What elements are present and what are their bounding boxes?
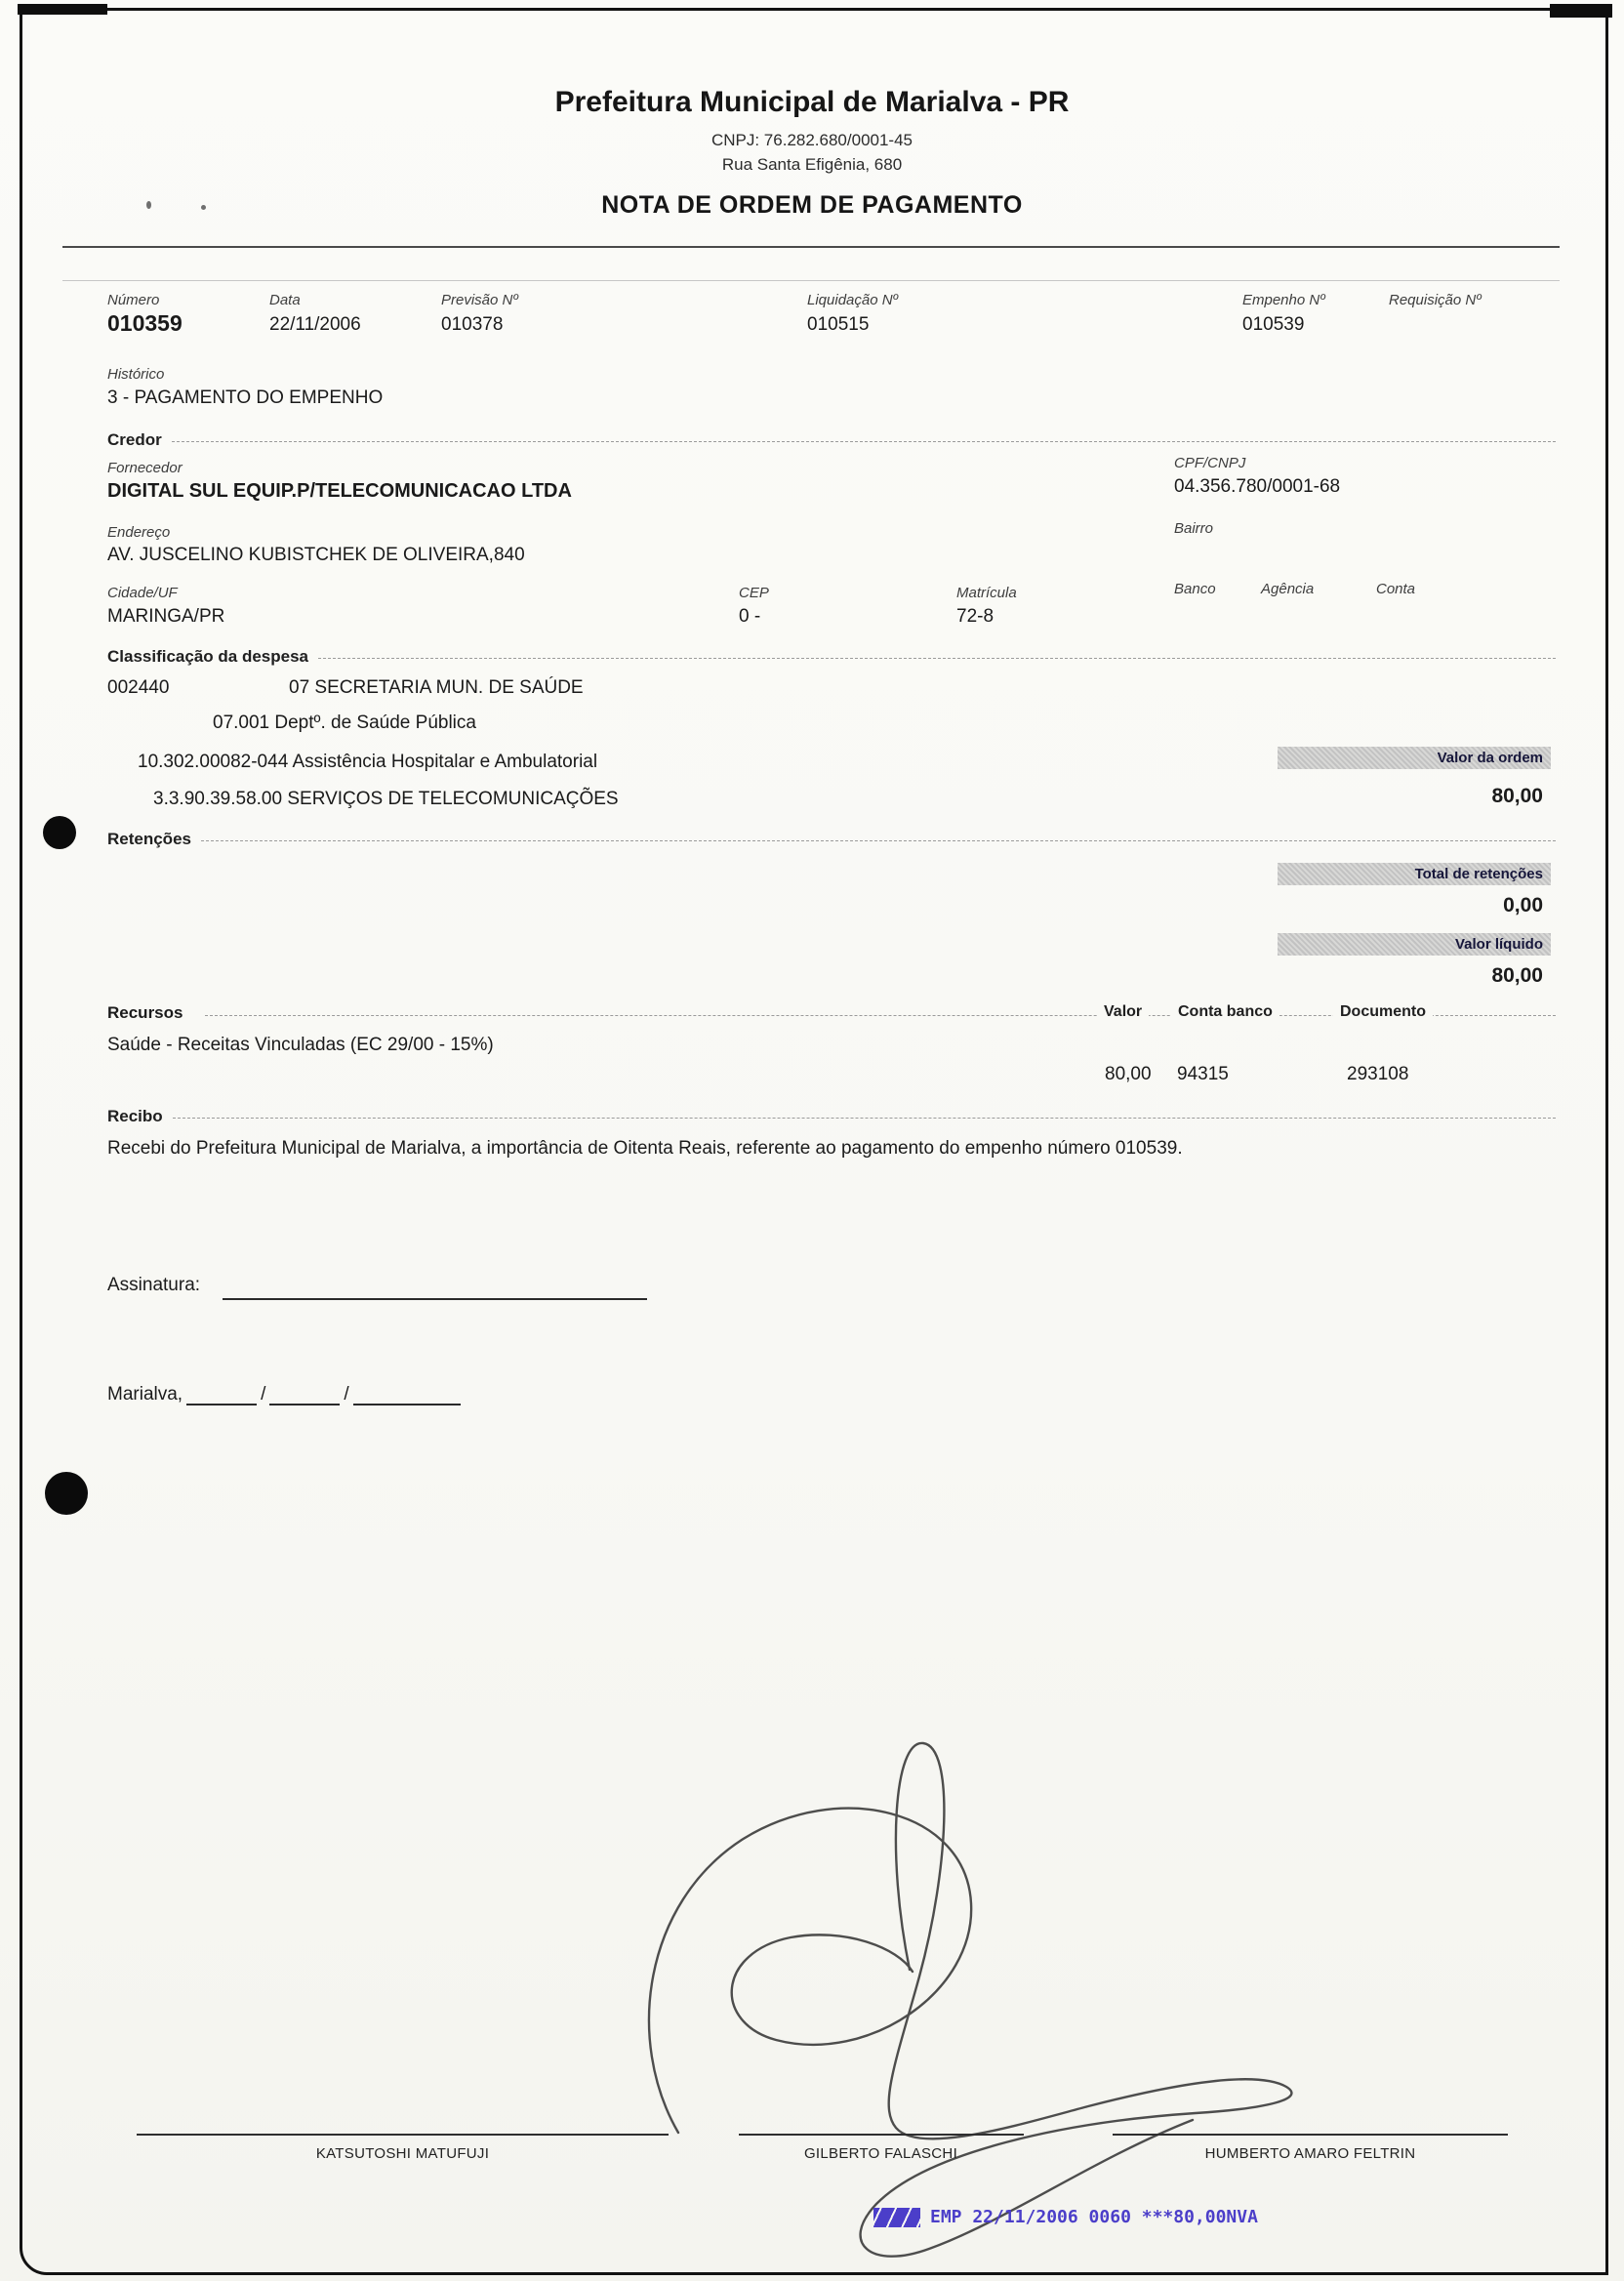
classificacao-unidade: 07.001 Deptº. de Saúde Pública [213,713,476,733]
classificacao-elemento: 3.3.90.39.58.00 SERVIÇOS DE TELECOMUNICAÇÕES [153,789,619,809]
blank-mes [269,1384,340,1405]
header-rule [62,246,1560,248]
historico-label: Histórico [107,366,165,383]
recursos-col-conta-banco: Conta banco [1171,1003,1279,1021]
signature-line [1113,2134,1508,2136]
conta-label: Conta [1376,581,1416,597]
data-local-line [107,1384,461,1405]
requisicao-label: Requisição Nº [1389,292,1482,308]
slash: / [344,1384,349,1405]
recursos-conta-banco: 94315 [1177,1064,1229,1084]
document-title: NOTA DE ORDEM DE PAGAMENTO [601,191,1023,219]
org-title: Prefeitura Municipal de Marialva - PR [554,86,1070,118]
matricula-value: 72-8 [956,606,995,627]
data-value: 22/11/2006 [269,314,361,335]
scan-artifact-top-right [1550,4,1612,18]
recursos-col-valor: Valor [1097,1003,1149,1021]
liquidacao-value: 010515 [807,314,870,335]
section-classificacao-title: Classificação da despesa [107,647,309,666]
slash: / [261,1384,266,1405]
classificacao-codigo: 002440 [107,677,170,698]
fornecedor-value: DIGITAL SUL EQUIP.P/TELECOMUNICACAO LTDA [107,480,572,502]
recursos-fonte: Saúde - Receitas Vinculadas (EC 29/00 - 15%) [107,1035,494,1055]
matricula-label: Matrícula [956,585,1017,601]
recibo-texto: Recebi do Prefeitura Municipal de Marialva, a importância de Oitenta Reais, referente ao pagamento do empenho número 010539. [107,1138,1183,1159]
section-retencoes [107,830,1556,849]
section-rule [318,658,1556,659]
valor-liquido-chip: Valor líquido [1278,933,1551,956]
classificacao-orgao: 07 SECRETARIA MUN. DE SAÚDE [289,677,584,698]
section-retencoes-title: Retenções [107,830,191,848]
historico-value: 3 - PAGAMENTO DO EMPENHO [107,387,384,408]
signature-line [137,2134,669,2136]
total-retencoes-value: 0,00 [1503,894,1543,916]
signer-name: KATSUTOSHI MATUFUJI [315,2145,490,2162]
fornecedor-label: Fornecedor [107,460,183,476]
numero-value: 010359 [107,310,183,336]
cep-value: 0 - [739,606,761,627]
data-label: Data [269,292,301,308]
header-rule-light [62,280,1560,281]
empenho-label: Empenho Nº [1242,292,1325,308]
blank-ano [353,1384,461,1405]
section-classificacao [107,647,1556,667]
empenho-value: 010539 [1242,314,1305,335]
scan-artifact-top-left [18,4,107,15]
valor-da-ordem-value: 80,00 [1491,785,1543,807]
cidade-value: MARINGA/PR [107,606,225,627]
previsao-label: Previsão Nº [441,292,518,308]
cep-label: CEP [739,585,769,601]
previsao-value: 010378 [441,314,504,335]
cidade-data-label: Marialva, [107,1384,183,1405]
section-recursos-title: Recursos [107,1003,183,1022]
signer-name: GILBERTO FALASCHI [803,2145,958,2162]
signer-name: HUMBERTO AMARO FELTRIN [1204,2145,1416,2162]
assinatura-blank-line [223,1277,647,1300]
section-rule [173,1118,1556,1119]
numero-label: Número [107,292,160,308]
section-credor-title: Credor [107,430,162,449]
agencia-label: Agência [1261,581,1315,597]
section-rule [201,840,1556,841]
liquidacao-label: Liquidação Nº [807,292,899,308]
cpfcnpj-value: 04.356.780/0001-68 [1174,476,1341,497]
endereco-label: Endereço [107,524,171,541]
valor-liquido-value: 80,00 [1491,964,1543,987]
recursos-col-documento: Documento [1333,1003,1433,1021]
total-retencoes-chip: Total de retenções [1278,863,1551,885]
recursos-valor: 80,00 [1105,1064,1152,1084]
stamp-text: EMP 22/11/2006 0060 ***80,00NVA [930,2207,1258,2227]
endereco-value: AV. JUSCELINO KUBISTCHEK DE OLIVEIRA,840 [107,545,525,565]
classificacao-funcional: 10.302.00082-044 Assistência Hospitalar e Ambulatorial [138,752,598,772]
punch-hole [43,816,76,849]
bairro-label: Bairro [1174,520,1214,537]
cpfcnpj-label: CPF/CNPJ [1174,455,1246,471]
section-credor [107,430,1556,450]
banco-label: Banco [1174,581,1216,597]
org-cnpj: CNPJ: 76.282.680/0001-45 [710,131,914,149]
signature-line [739,2134,1024,2136]
recursos-documento: 293108 [1347,1064,1409,1084]
section-recibo-title: Recibo [107,1107,163,1125]
section-recibo [107,1107,1556,1126]
stamp-logo-mark [873,2208,920,2227]
machine-stamp [873,2207,1258,2227]
org-address: Rua Santa Efigênia, 680 [721,155,903,174]
punch-hole [45,1472,88,1515]
assinatura-label: Assinatura: [107,1275,201,1295]
section-rule [172,441,1556,442]
valor-da-ordem-chip: Valor da ordem [1278,747,1551,769]
cidade-label: Cidade/UF [107,585,178,601]
blank-dia [186,1384,257,1405]
